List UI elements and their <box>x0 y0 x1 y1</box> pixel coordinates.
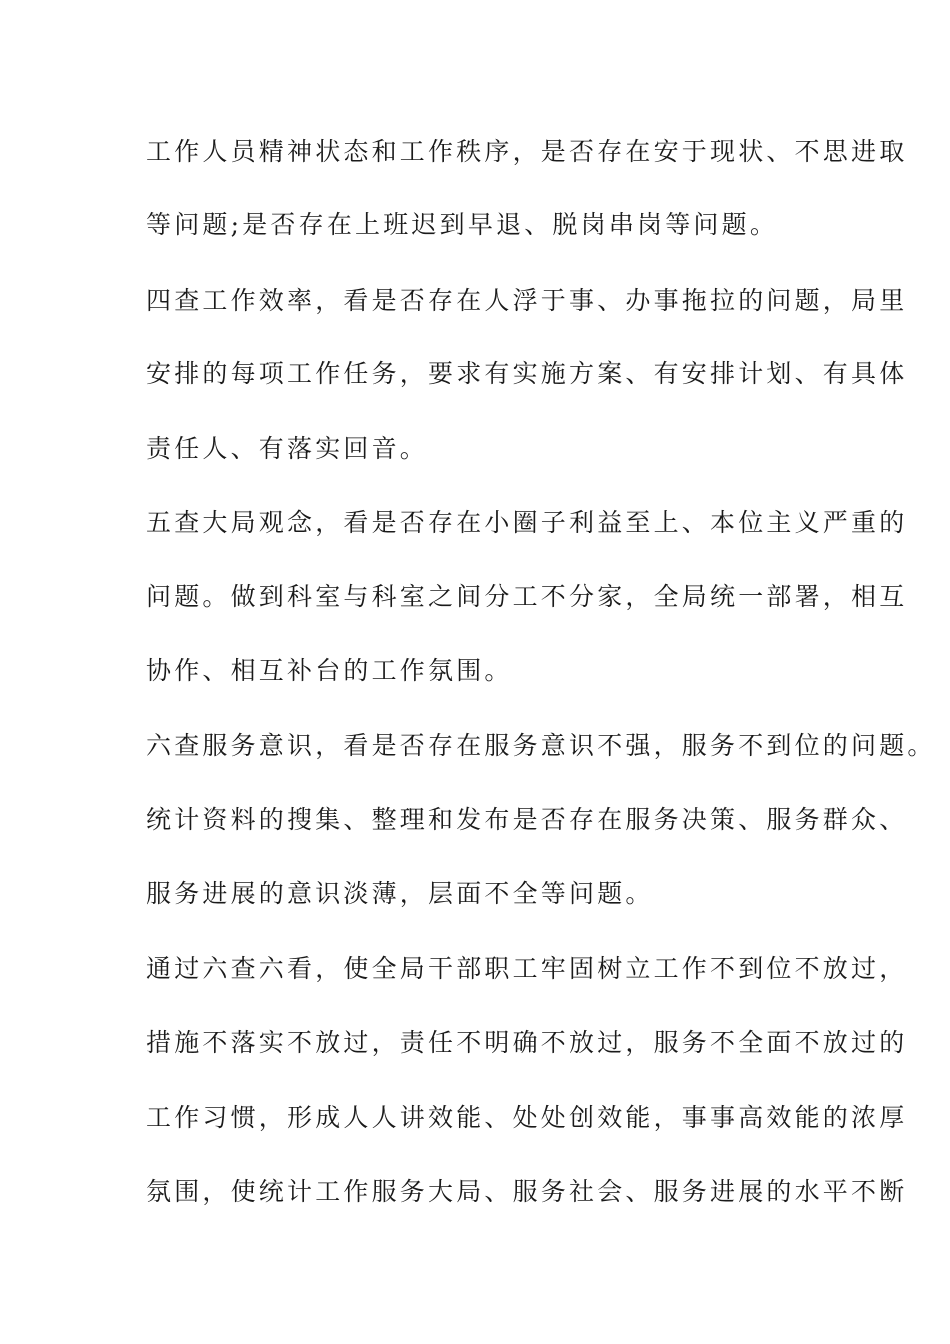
text-line: 安排的每项工作任务，要求有实施方案、有安排计划、有具体 <box>146 359 908 388</box>
text-line: 五查大局观念，看是否存在小圈子利益至上、本位主义严重的 <box>146 508 908 537</box>
text-line: 工作人员精神状态和工作秩序，是否存在安于现状、不思进取 <box>146 137 908 166</box>
text-line: 措施不落实不放过，责任不明确不放过，服务不全面不放过的 <box>146 1028 908 1057</box>
text-line: 统计资料的搜集、整理和发布是否存在服务决策、服务群众、 <box>146 805 908 834</box>
text-line: 等问题;是否存在上班迟到早退、脱岗串岗等问题。 <box>146 210 779 239</box>
text-line: 问题。做到科室与科室之间分工不分家，全局统一部署，相互 <box>146 582 908 611</box>
text-line: 氛围，使统计工作服务大局、服务社会、服务进展的水平不断 <box>146 1177 908 1206</box>
text-line: 责任人、有落实回音。 <box>146 434 429 463</box>
text-line: 服务进展的意识淡薄，层面不全等问题。 <box>146 879 654 908</box>
text-line: 四查工作效率，看是否存在人浮于事、办事拖拉的问题，局里 <box>146 286 908 315</box>
text-line: 协作、相互补台的工作氛围。 <box>146 656 513 685</box>
text-line: 六查服务意识，看是否存在服务意识不强，服务不到位的问题。 <box>146 731 936 760</box>
text-line: 工作习惯，形成人人讲效能、处处创效能，事事高效能的浓厚 <box>146 1103 908 1132</box>
text-line: 通过六查六看，使全局干部职工牢固树立工作不到位不放过， <box>146 954 908 983</box>
